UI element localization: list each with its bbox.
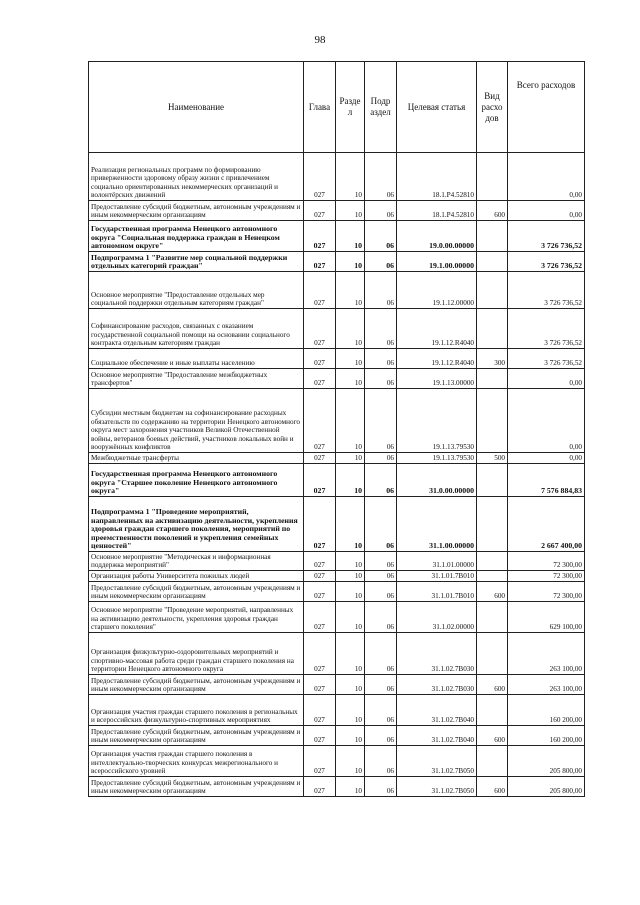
cell-name: Предоставление субсидий бюджетным, автономным учреждениям и иным некоммерческим организациям	[89, 675, 304, 695]
cell-podrazdel: 06	[365, 389, 397, 453]
cell-name: Организация участия граждан старшего поколения в региональных и всероссийских физкультурно-спортивных мероприятиях	[89, 695, 304, 726]
cell-razdel: 10	[336, 153, 365, 201]
cell-total: 72 300,00	[508, 552, 585, 571]
cell-razdel: 10	[336, 272, 365, 309]
cell-total: 0,00	[508, 453, 585, 464]
budget-table	[88, 61, 585, 797]
cell-total: 0,00	[508, 389, 585, 453]
cell-glava: 027	[304, 497, 336, 552]
cell-glava: 027	[304, 726, 336, 746]
cell-podrazdel: 06	[365, 349, 397, 369]
cell-vid	[477, 746, 508, 777]
cell-vid	[477, 272, 508, 309]
cell-name: Межбюджетные трансферты	[89, 453, 304, 464]
cell-razdel: 10	[336, 221, 365, 252]
cell-target: 31.1.01.7B010	[397, 571, 477, 582]
cell-podrazdel: 06	[365, 497, 397, 552]
cell-razdel: 10	[336, 349, 365, 369]
header-glava: Глава	[304, 62, 336, 153]
cell-target: 31.0.00.00000	[397, 464, 477, 497]
cell-target: 18.1.P4.52810	[397, 153, 477, 201]
cell-glava: 027	[304, 552, 336, 571]
table-row	[89, 453, 585, 464]
cell-glava: 027	[304, 389, 336, 453]
cell-vid	[477, 571, 508, 582]
cell-glava: 027	[304, 453, 336, 464]
cell-razdel: 10	[336, 389, 365, 453]
cell-vid	[477, 389, 508, 453]
cell-razdel: 10	[336, 552, 365, 571]
cell-razdel: 10	[336, 201, 365, 221]
cell-vid: 600	[477, 675, 508, 695]
cell-glava: 027	[304, 252, 336, 272]
cell-glava: 027	[304, 602, 336, 633]
cell-vid: 600	[477, 582, 508, 602]
cell-vid	[477, 602, 508, 633]
cell-target: 19.1.00.00000	[397, 252, 477, 272]
cell-target: 31.1.02.7B030	[397, 633, 477, 675]
cell-glava: 027	[304, 221, 336, 252]
cell-podrazdel: 06	[365, 464, 397, 497]
table-row	[89, 349, 585, 369]
cell-razdel: 10	[336, 633, 365, 675]
cell-target: 18.1.P4.52810	[397, 201, 477, 221]
cell-total: 3 726 736,52	[508, 309, 585, 349]
table-row	[89, 497, 585, 552]
cell-name: Основное мероприятие "Предоставление отдельных мер социальной поддержки отдельным категориям граждан"	[89, 272, 304, 309]
cell-total: 0,00	[508, 201, 585, 221]
cell-name: Социальное обеспечение и иные выплаты населению	[89, 349, 304, 369]
cell-podrazdel: 06	[365, 201, 397, 221]
cell-vid	[477, 369, 508, 389]
cell-name: Государственная программа Ненецкого автономного округа "Старшее поколение Ненецкого автономного округа"	[89, 464, 304, 497]
cell-total: 3 726 736,52	[508, 349, 585, 369]
cell-name: Предоставление субсидий бюджетным, автономным учреждениям и иным некоммерческим организациям	[89, 201, 304, 221]
cell-name: Софинансирование расходов, связанных с оказанием государственной социальной помощи на основании социального контракта отдельным категориям граждан	[89, 309, 304, 349]
header-target: Целевая статья	[397, 62, 477, 153]
cell-razdel: 10	[336, 497, 365, 552]
header-name: Наименование	[89, 62, 304, 153]
cell-podrazdel: 06	[365, 602, 397, 633]
cell-name: Организация работы Университета пожилых людей	[89, 571, 304, 582]
cell-target: 31.1.02.00000	[397, 602, 477, 633]
cell-target: 31.1.02.7B050	[397, 777, 477, 797]
cell-razdel: 10	[336, 746, 365, 777]
cell-target: 31.1.02.7B050	[397, 746, 477, 777]
page-number: 98	[314, 34, 326, 46]
table-row	[89, 252, 585, 272]
cell-razdel: 10	[336, 309, 365, 349]
cell-razdel: 10	[336, 369, 365, 389]
cell-target: 19.1.13.79530	[397, 453, 477, 464]
cell-vid	[477, 552, 508, 571]
table-header-row	[89, 62, 585, 153]
cell-name: Основное мероприятие "Проведение мероприятий, направленных на активизацию деятельности, укрепления здоровья граждан старшего поколения"	[89, 602, 304, 633]
cell-glava: 027	[304, 309, 336, 349]
cell-vid	[477, 464, 508, 497]
cell-podrazdel: 06	[365, 153, 397, 201]
cell-glava: 027	[304, 153, 336, 201]
table-row	[89, 201, 585, 221]
cell-total: 263 100,00	[508, 633, 585, 675]
cell-total: 160 200,00	[508, 695, 585, 726]
header-total: Всего расходов	[508, 62, 585, 153]
cell-podrazdel: 06	[365, 453, 397, 464]
cell-razdel: 10	[336, 602, 365, 633]
header-vid: Вид расхо дов	[477, 62, 508, 153]
cell-glava: 027	[304, 571, 336, 582]
cell-vid	[477, 497, 508, 552]
cell-name: Подпрограмма 1 "Проведение мероприятий, направленных на активизацию деятельности, укрепления здоровья граждан старшего поколения, мероприятий по преемственности поколений и укрепления семейных ценностей"	[89, 497, 304, 552]
cell-target: 31.1.00.00000	[397, 497, 477, 552]
cell-name: Государственная программа Ненецкого автономного округа "Социальная поддержка граждан в Ненецком автономном округе"	[89, 221, 304, 252]
cell-vid: 600	[477, 777, 508, 797]
cell-podrazdel: 06	[365, 582, 397, 602]
table-row	[89, 464, 585, 497]
cell-total: 3 726 736,52	[508, 272, 585, 309]
cell-total: 7 576 884,83	[508, 464, 585, 497]
table-row	[89, 695, 585, 726]
cell-total: 629 100,00	[508, 602, 585, 633]
table-row	[89, 389, 585, 453]
cell-glava: 027	[304, 582, 336, 602]
cell-total: 72 300,00	[508, 582, 585, 602]
cell-name: Подпрограмма 1 "Развитие мер социальной поддержки отдельных категорий граждан"	[89, 252, 304, 272]
cell-name: Реализация региональных программ по формированию приверженности здоровому образу жизни с привлечением социально ориентированных некоммерческих организаций и волонтёрских движений	[89, 153, 304, 201]
cell-total: 205 800,00	[508, 777, 585, 797]
table-row	[89, 633, 585, 675]
cell-razdel: 10	[336, 777, 365, 797]
cell-glava: 027	[304, 464, 336, 497]
cell-glava: 027	[304, 349, 336, 369]
header-podrazdel: Подр аздел	[365, 62, 397, 153]
cell-glava: 027	[304, 201, 336, 221]
cell-podrazdel: 06	[365, 252, 397, 272]
cell-total: 205 800,00	[508, 746, 585, 777]
cell-podrazdel: 06	[365, 746, 397, 777]
cell-vid	[477, 633, 508, 675]
cell-podrazdel: 06	[365, 309, 397, 349]
cell-target: 19.1.12.00000	[397, 272, 477, 309]
cell-name: Предоставление субсидий бюджетным, автономным учреждениям и иным некоммерческим организациям	[89, 726, 304, 746]
table-row	[89, 153, 585, 201]
cell-target: 19.1.12.R4040	[397, 349, 477, 369]
cell-podrazdel: 06	[365, 221, 397, 252]
cell-razdel: 10	[336, 582, 365, 602]
cell-target: 19.1.13.00000	[397, 369, 477, 389]
table-row	[89, 571, 585, 582]
cell-vid: 600	[477, 201, 508, 221]
table-row	[89, 602, 585, 633]
table-row	[89, 221, 585, 252]
cell-vid	[477, 221, 508, 252]
table-row	[89, 746, 585, 777]
cell-podrazdel: 06	[365, 272, 397, 309]
cell-podrazdel: 06	[365, 571, 397, 582]
cell-target: 19.1.13.79530	[397, 389, 477, 453]
cell-target: 19.0.00.00000	[397, 221, 477, 252]
cell-name: Предоставление субсидий бюджетным, автономным учреждениям и иным некоммерческим организациям	[89, 582, 304, 602]
cell-glava: 027	[304, 272, 336, 309]
cell-name: Основное мероприятие "Предоставление межбюджетных трансфертов"	[89, 369, 304, 389]
cell-glava: 027	[304, 633, 336, 675]
cell-name: Организация участия граждан старшего поколения в интеллектуально-творческих конкурсах межрегионального и всероссийского уровней	[89, 746, 304, 777]
cell-podrazdel: 06	[365, 675, 397, 695]
table-row	[89, 582, 585, 602]
cell-name: Предоставление субсидий бюджетным, автономным учреждениям и иным некоммерческим организациям	[89, 777, 304, 797]
cell-name: Субсидии местным бюджетам на софинансирование расходных обязательств по содержанию на территории Ненецкого автономного округа мест захоронения участников Великой Отечественной войны, ветеранов боевых действий, участников локальных войн и вооружённых конфликтов	[89, 389, 304, 453]
cell-vid	[477, 153, 508, 201]
cell-razdel: 10	[336, 464, 365, 497]
cell-total: 160 200,00	[508, 726, 585, 746]
cell-target: 19.1.12.R4040	[397, 309, 477, 349]
cell-podrazdel: 06	[365, 369, 397, 389]
table-row	[89, 726, 585, 746]
table-row	[89, 552, 585, 571]
cell-podrazdel: 06	[365, 777, 397, 797]
cell-vid	[477, 309, 508, 349]
cell-razdel: 10	[336, 675, 365, 695]
cell-total: 3 726 736,52	[508, 221, 585, 252]
header-razdel: Разде л	[336, 62, 365, 153]
cell-target: 31.1.01.7B010	[397, 582, 477, 602]
cell-total: 72 300,00	[508, 571, 585, 582]
cell-vid	[477, 252, 508, 272]
cell-podrazdel: 06	[365, 552, 397, 571]
cell-target: 31.1.02.7B040	[397, 695, 477, 726]
cell-target: 31.1.02.7B040	[397, 726, 477, 746]
cell-glava: 027	[304, 675, 336, 695]
table-row	[89, 272, 585, 309]
cell-name: Основное мероприятие "Методическая и информационная поддержка мероприятий"	[89, 552, 304, 571]
cell-total: 263 100,00	[508, 675, 585, 695]
cell-vid: 300	[477, 349, 508, 369]
cell-podrazdel: 06	[365, 695, 397, 726]
table-row	[89, 777, 585, 797]
cell-podrazdel: 06	[365, 726, 397, 746]
cell-razdel: 10	[336, 453, 365, 464]
cell-razdel: 10	[336, 252, 365, 272]
cell-target: 31.1.02.7B030	[397, 675, 477, 695]
cell-target: 31.1.01.00000	[397, 552, 477, 571]
cell-total: 3 726 736,52	[508, 252, 585, 272]
cell-glava: 027	[304, 695, 336, 726]
table-row	[89, 675, 585, 695]
table-row	[89, 369, 585, 389]
table-row	[89, 309, 585, 349]
cell-glava: 027	[304, 369, 336, 389]
cell-vid: 600	[477, 726, 508, 746]
cell-vid	[477, 695, 508, 726]
table-body	[89, 153, 585, 797]
cell-razdel: 10	[336, 571, 365, 582]
cell-razdel: 10	[336, 695, 365, 726]
cell-total: 2 667 400,00	[508, 497, 585, 552]
cell-glava: 027	[304, 777, 336, 797]
cell-vid: 500	[477, 453, 508, 464]
cell-total: 0,00	[508, 369, 585, 389]
cell-total: 0,00	[508, 153, 585, 201]
cell-glava: 027	[304, 746, 336, 777]
cell-podrazdel: 06	[365, 633, 397, 675]
cell-razdel: 10	[336, 726, 365, 746]
cell-name: Организация физкультурно-оздоровительных мероприятий и спортивно-массовая работа среди граждан старшего поколения на территории Ненецкого автономного округа	[89, 633, 304, 675]
